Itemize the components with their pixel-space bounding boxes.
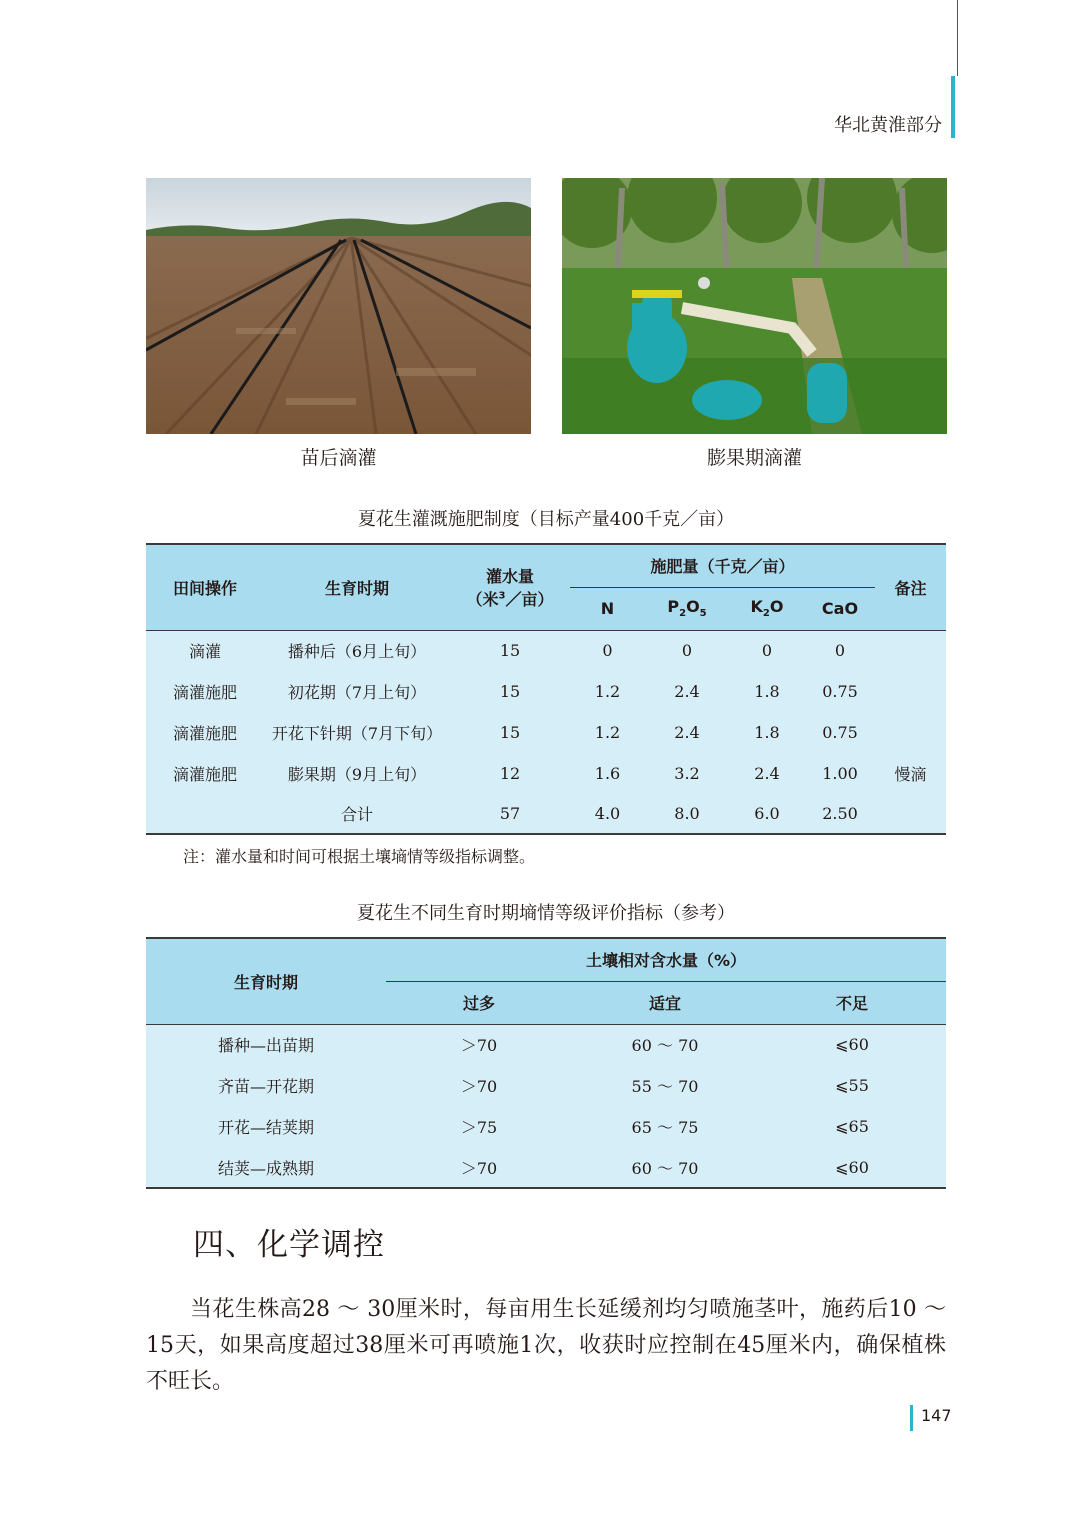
col-header-operation: 田间操作 [146, 544, 264, 630]
cell-period: 开花下针期（7月下旬） [271, 724, 443, 743]
p-subscript: 2 [679, 608, 687, 620]
photo-pod-filling-drip-irrigation [562, 178, 947, 434]
table-row [146, 630, 946, 671]
cell-deficit: ⩽65 [835, 1117, 869, 1136]
cell-excess: ＞75 [460, 1118, 498, 1137]
table-row [146, 1106, 946, 1147]
table-row [146, 1065, 946, 1106]
cell-k2o: 2.4 [754, 764, 780, 783]
cell-suitable: 60 ～ 70 [572, 1024, 758, 1065]
cell-suitable: 55 ～ 70 [631, 1077, 699, 1096]
cell-cao: 2.50 [822, 804, 858, 823]
cell-k2o: 1.8 [754, 682, 780, 701]
p-symbol: P [667, 597, 680, 617]
cell-deficit: ⩽55 [835, 1076, 869, 1095]
table1-note: 注：灌水量和时间可根据土壤墒情等级指标调整。 [183, 847, 536, 866]
cell-k2o: 6.0 [754, 804, 780, 823]
water-unit-prefix: （米 [466, 590, 499, 610]
cell-k2o: 1.8 [754, 723, 780, 742]
cell-excess: ＞70 [460, 1158, 498, 1178]
cell-water: 15 [450, 630, 570, 671]
table-row-total [146, 794, 946, 834]
cell-period: 开花—结荚期 [217, 1118, 314, 1137]
page-number-accent [910, 1405, 913, 1431]
table-row [146, 1147, 946, 1188]
cell-n: 0 [570, 630, 645, 671]
k-oxygen: O [769, 597, 784, 617]
table-row [146, 712, 946, 753]
cell-period: 合计 [340, 805, 373, 824]
water-header-line2 [450, 587, 570, 610]
irrigation-fertilization-table [146, 543, 946, 835]
water-unit-suffix: ／亩） [505, 590, 554, 610]
table2-title: 夏花生不同生育时期墒情等级评价指标（参考） [357, 903, 735, 924]
table-row [146, 1024, 946, 1065]
cell-n: 4.0 [594, 804, 621, 823]
cell-operation: 滴灌 [146, 630, 264, 671]
cell-period: 播种后（6月上旬） [264, 630, 450, 671]
cell-excess: ＞70 [386, 1024, 572, 1065]
cell-remark: 慢滴 [894, 765, 927, 784]
table-row [146, 671, 946, 712]
cell-p2o5: 2.4 [674, 723, 700, 742]
photo-seedling-drip-irrigation [146, 178, 531, 434]
cell-suitable: 65 ～ 75 [631, 1118, 699, 1137]
running-header: 华北黄淮部分 [834, 115, 942, 136]
cell-n: 1.6 [594, 764, 621, 783]
cell-deficit: ⩽60 [758, 1024, 946, 1065]
cell-operation: 滴灌施肥 [172, 724, 237, 743]
cell-p2o5: 8.0 [674, 804, 700, 823]
col-header-fertilizer: 施肥量（千克／亩） [570, 544, 875, 587]
cell-period: 膨果期（9月上旬） [287, 765, 427, 784]
photo-caption-left: 苗后滴灌 [300, 447, 377, 469]
cell-water: 12 [499, 764, 521, 783]
col-header-period: 生育时期 [264, 544, 450, 630]
cell-n: 1.2 [594, 682, 621, 701]
col-header-excess: 过多 [386, 981, 572, 1024]
col-header-water [450, 544, 570, 630]
table1-title: 夏花生灌溉施肥制度（目标产量400千克／亩） [357, 509, 735, 530]
cell-cao: 1.00 [822, 764, 858, 783]
photo-caption-right: 膨果期滴灌 [706, 447, 802, 469]
col-header-remark: 备注 [875, 544, 946, 630]
table-row [146, 753, 946, 794]
cell-period: 播种—出苗期 [146, 1024, 386, 1065]
p-oxygen: O [686, 597, 700, 617]
cell-operation: 滴灌施肥 [172, 683, 237, 702]
header-accent-bar [951, 76, 955, 138]
cell-cao: 0 [805, 630, 875, 671]
k-symbol: K [750, 597, 763, 617]
section-paragraph [146, 1292, 946, 1400]
cell-water: 15 [499, 723, 521, 742]
paragraph-text: 当花生株高28 ～ 30厘米时，每亩用生长延缓剂均匀喷施茎叶，施药后10 ～ 15天，如果高度超过38厘米可再喷施1次，收获时应控制在45厘米内，确保植株不旺长。 [146, 1297, 946, 1394]
cell-suitable: 60 ～ 70 [631, 1158, 699, 1178]
cell-deficit: ⩽60 [835, 1157, 869, 1177]
water-unit-superscript: 3 [498, 590, 506, 602]
col-header-p2o5 [645, 587, 729, 630]
col-header-n: N [570, 587, 645, 630]
cell-n: 1.2 [594, 723, 621, 742]
cell-p2o5: 2.4 [674, 682, 700, 701]
cell-remark [875, 630, 946, 671]
col-header-deficit: 不足 [758, 981, 946, 1024]
col-header-cao: CaO [805, 587, 875, 630]
cell-period: 结荚—成熟期 [217, 1158, 314, 1178]
cell-remark [875, 794, 946, 834]
cell-period: 齐苗—开花期 [217, 1077, 314, 1096]
cell-p2o5: 3.2 [674, 764, 700, 783]
cell-cao: 0.75 [822, 723, 858, 742]
cell-excess: ＞70 [460, 1077, 498, 1096]
k-subscript: 2 [762, 608, 770, 620]
col-header-suitable: 适宜 [572, 981, 758, 1024]
page-number: 147 [921, 1406, 952, 1425]
soil-moisture-table [146, 937, 946, 1189]
cell-water: 57 [499, 804, 521, 823]
cell-k2o: 0 [729, 630, 805, 671]
cell-period: 初花期（7月上旬） [287, 683, 427, 702]
section-heading: 四、化学调控 [193, 1227, 385, 1263]
p-oxygen-subscript: 5 [699, 608, 707, 620]
cell-p2o5: 0 [645, 630, 729, 671]
col-header-moisture: 土壤相对含水量（%） [386, 938, 946, 981]
cell-operation: 滴灌施肥 [172, 765, 237, 784]
col-header-k2o [729, 587, 805, 630]
cell-operation [146, 794, 264, 834]
col-header-period: 生育时期 [146, 938, 386, 1024]
water-header-line1: 灌水量 [485, 567, 534, 587]
cell-remark [875, 671, 946, 712]
cell-remark [875, 712, 946, 753]
header-vertical-rule [957, 0, 958, 76]
cell-cao: 0.75 [822, 682, 858, 701]
cell-water: 15 [499, 682, 521, 701]
